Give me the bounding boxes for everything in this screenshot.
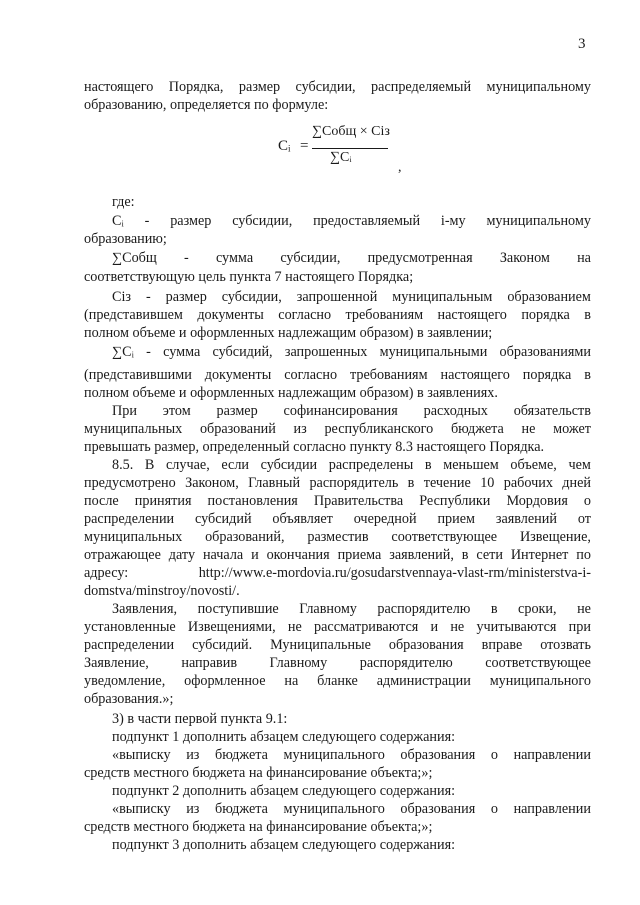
word: Главному <box>299 601 357 617</box>
word: распределении <box>84 637 175 653</box>
word: образованием <box>507 289 591 305</box>
word: бланке <box>317 673 358 689</box>
word: этом <box>162 403 191 419</box>
word: отозвать <box>540 637 591 653</box>
word: оформленное <box>184 673 266 689</box>
word: в <box>461 547 469 563</box>
word: о <box>490 747 498 763</box>
word: сроки, <box>518 601 557 617</box>
text-line: превышать размер, определенный согласно пункту 8.3 настоящего Порядка. <box>84 439 545 455</box>
word: Извещение, <box>519 529 591 545</box>
word: 8.5. <box>112 457 134 473</box>
word: размер <box>170 213 212 229</box>
word: в <box>584 367 591 383</box>
word: соответствующее <box>485 655 591 671</box>
formula-comma: , <box>398 160 402 175</box>
word: предусмотрено <box>84 475 176 491</box>
word: требованиям <box>345 307 424 323</box>
word: дней <box>562 475 591 491</box>
text-line: domstva/minstroy/novosti/. <box>84 583 240 599</box>
word: муниципальных <box>84 529 183 545</box>
word: обязательств <box>513 403 591 419</box>
word: муниципальных <box>84 421 183 437</box>
word: Муниципальные <box>270 637 371 653</box>
word: на <box>577 250 591 266</box>
word: от <box>577 511 591 527</box>
word: Законом, <box>185 475 239 491</box>
word: http://www.e-mordovia.ru/gosudarstvennaya-vlast-rm/ministerstva-i- <box>198 565 591 581</box>
word: в <box>490 601 498 617</box>
text-line <box>84 306 591 324</box>
word: согласно <box>278 307 332 323</box>
word: распорядителю <box>377 601 471 617</box>
word: вправе <box>481 637 523 653</box>
word: бюджета <box>215 801 268 817</box>
word: Правительства <box>313 493 404 509</box>
text-line <box>112 600 591 618</box>
text-line <box>84 636 591 654</box>
text-line: образованию; <box>84 231 167 247</box>
word: субсидий, <box>212 344 273 360</box>
word: запрошенной <box>296 289 378 305</box>
word: заявлений <box>495 511 557 527</box>
word: и <box>430 619 439 635</box>
word: Республики <box>419 493 491 509</box>
text-line <box>84 618 591 636</box>
word: прием <box>437 511 475 527</box>
word: Cᵢ <box>112 213 124 229</box>
word: i-му <box>440 213 466 229</box>
formula-equals: = <box>300 138 309 154</box>
word: после <box>84 493 119 509</box>
word: субсидии, <box>295 79 356 95</box>
word: республиканского <box>324 421 434 437</box>
word: может <box>553 421 591 437</box>
word: «выписку <box>112 801 171 817</box>
word: - <box>145 289 151 305</box>
formula-denominator: ∑Cᵢ <box>330 150 352 165</box>
word: заявлений, <box>389 547 454 563</box>
word: муниципального <box>283 801 385 817</box>
word: не <box>450 619 465 635</box>
word: случае, <box>166 457 210 473</box>
word: муниципальному <box>486 213 591 229</box>
word: - <box>184 250 189 266</box>
word: дату <box>168 547 196 563</box>
text-line <box>112 746 591 764</box>
formula-numerator: ∑Cобщ × Ciз <box>312 124 390 139</box>
text-line <box>84 546 591 564</box>
word: Заявления, <box>112 601 178 617</box>
word: отражающее <box>84 547 161 563</box>
word: очередной <box>353 511 417 527</box>
word: направлении <box>513 747 591 763</box>
word: распределяемый <box>371 79 472 95</box>
word: Главный <box>248 475 301 491</box>
text-line <box>84 366 591 384</box>
word: В <box>144 457 155 473</box>
word: Законом <box>499 250 550 266</box>
word: о <box>583 493 591 509</box>
text-line: полном объеме и оформленных надлежащим образом) в заявлениях. <box>84 385 498 401</box>
word: «выписку <box>112 747 171 763</box>
word: муниципального <box>283 747 385 763</box>
word: постановления <box>207 493 298 509</box>
word: окончания <box>266 547 330 563</box>
word: бюджета <box>450 421 504 437</box>
text-line: средств местного бюджета на финансирование объекта;»; <box>84 819 433 835</box>
word: распорядителю <box>359 655 453 671</box>
word: размер <box>165 289 207 305</box>
word: настоящего <box>84 79 154 95</box>
word: образования <box>400 747 476 763</box>
word: документы <box>204 367 272 383</box>
word: субсидий. <box>192 637 253 653</box>
text-line <box>112 249 591 267</box>
word: муниципальным <box>392 289 493 305</box>
word: меньшем <box>443 457 499 473</box>
word: образований <box>199 421 276 437</box>
word: сумма <box>163 344 201 360</box>
word: адресу: <box>84 565 129 581</box>
word: При <box>112 403 137 419</box>
word: чем <box>568 457 591 473</box>
text-line <box>84 654 591 672</box>
word: (представившем <box>84 307 183 323</box>
word: не <box>577 601 591 617</box>
text-line <box>112 402 591 420</box>
word: субсидии, <box>221 289 282 305</box>
word: - <box>146 344 151 360</box>
word: ∑Cᵢ <box>112 344 134 360</box>
text-line <box>112 288 591 306</box>
word: объеме, <box>510 457 557 473</box>
text-line <box>84 492 591 510</box>
word: из <box>186 801 200 817</box>
word: образования <box>400 801 476 817</box>
word: и <box>251 547 259 563</box>
word: распорядитель <box>309 475 399 491</box>
page-number: 3 <box>578 36 586 52</box>
word: Главному <box>269 655 328 671</box>
word: размер <box>238 79 281 95</box>
word: рассматриваются <box>314 619 419 635</box>
word: в <box>584 307 591 323</box>
word: направив <box>181 655 238 671</box>
text-line: образования.»; <box>84 691 174 707</box>
text-line: образованию, определяется по формуле: <box>84 97 329 113</box>
word: субсидии <box>260 457 318 473</box>
word: установленные <box>84 619 176 635</box>
word: ∑Cобщ <box>112 250 157 266</box>
word: настоящего <box>440 367 510 383</box>
formula-fraction-bar <box>312 148 388 149</box>
word: Извещениями, <box>187 619 276 635</box>
word: субсидии, <box>280 250 341 266</box>
text-line <box>112 456 591 474</box>
text-line: средств местного бюджета на финансирование объекта;»; <box>84 765 433 781</box>
text-line <box>112 212 591 230</box>
word: из <box>293 421 307 437</box>
text-line <box>84 564 591 582</box>
word: документы <box>197 307 264 323</box>
word: в <box>407 475 415 491</box>
word: сумма <box>215 250 254 266</box>
word: муниципальными <box>379 344 488 360</box>
word: (представившими <box>84 367 192 383</box>
formula-lhs: Cᵢ <box>278 138 291 154</box>
word: по <box>576 547 591 563</box>
text-line <box>112 343 591 361</box>
word: Интернет <box>510 547 569 563</box>
word: субсидии, <box>232 213 293 229</box>
text-line <box>84 78 591 96</box>
word: размер <box>216 403 258 419</box>
word: распределены <box>328 457 414 473</box>
word: не <box>521 421 536 437</box>
word: муниципального <box>489 673 591 689</box>
text-line <box>84 672 591 690</box>
word: при <box>568 619 591 635</box>
text-line: подпункт 3 дополнить абзацем следующего содержания: <box>112 837 456 853</box>
word: порядка <box>521 307 570 323</box>
text-line <box>84 474 591 492</box>
word: субсидий <box>195 511 252 527</box>
text-line: где: <box>112 194 135 210</box>
word: из <box>186 747 200 763</box>
word: - <box>144 213 150 229</box>
word: предусмотренная <box>367 250 473 266</box>
word: муниципальному <box>486 79 591 95</box>
word: уведомление, <box>84 673 166 689</box>
word: течение <box>423 475 471 491</box>
word: распределении <box>84 511 175 527</box>
text-line <box>112 800 591 818</box>
word: 10 <box>480 475 495 491</box>
word: разместив <box>307 529 369 545</box>
word: бюджета <box>215 747 268 763</box>
word: настоящего <box>437 307 507 323</box>
text-line: соответствующую цель пункта 7 настоящего Порядка; <box>84 269 414 285</box>
word: если <box>221 457 249 473</box>
word: образованиями <box>499 344 591 360</box>
text-line: подпункт 2 дополнить абзацем следующего содержания: <box>112 783 456 799</box>
word: согласно <box>284 367 338 383</box>
text-line: 3) в части первой пункта 9.1: <box>112 711 288 727</box>
subsidy-formula <box>278 124 408 180</box>
word: Мордовия <box>506 493 568 509</box>
text-line: полном объеме и оформленных надлежащим образом) в заявлении; <box>84 325 493 341</box>
word: запрошенных <box>284 344 368 360</box>
word: направлении <box>513 801 591 817</box>
word: требованиям <box>349 367 428 383</box>
word: принятия <box>134 493 192 509</box>
word: не <box>287 619 302 635</box>
word: образования <box>388 637 464 653</box>
word: Ciз <box>112 289 132 305</box>
word: рабочих <box>503 475 553 491</box>
word: поступившие <box>197 601 279 617</box>
word: софинансирования <box>283 403 398 419</box>
word: о <box>490 801 498 817</box>
word: соответствующее <box>391 529 498 545</box>
word: образований, <box>205 529 285 545</box>
text-line <box>84 528 591 546</box>
text-line: подпункт 1 дополнить абзацем следующего содержания: <box>112 729 456 745</box>
word: учитываются <box>476 619 557 635</box>
word: Порядка, <box>168 79 224 95</box>
word: порядка <box>522 367 572 383</box>
word: объявляет <box>272 511 333 527</box>
text-line <box>84 420 591 438</box>
word: в <box>424 457 432 473</box>
word: предоставляемый <box>313 213 421 229</box>
word: на <box>284 673 299 689</box>
word: начала <box>202 547 244 563</box>
word: расходных <box>423 403 488 419</box>
word: администрации <box>376 673 471 689</box>
word: приема <box>337 547 382 563</box>
word: сети <box>476 547 503 563</box>
word: Заявление, <box>84 655 149 671</box>
text-line <box>84 510 591 528</box>
